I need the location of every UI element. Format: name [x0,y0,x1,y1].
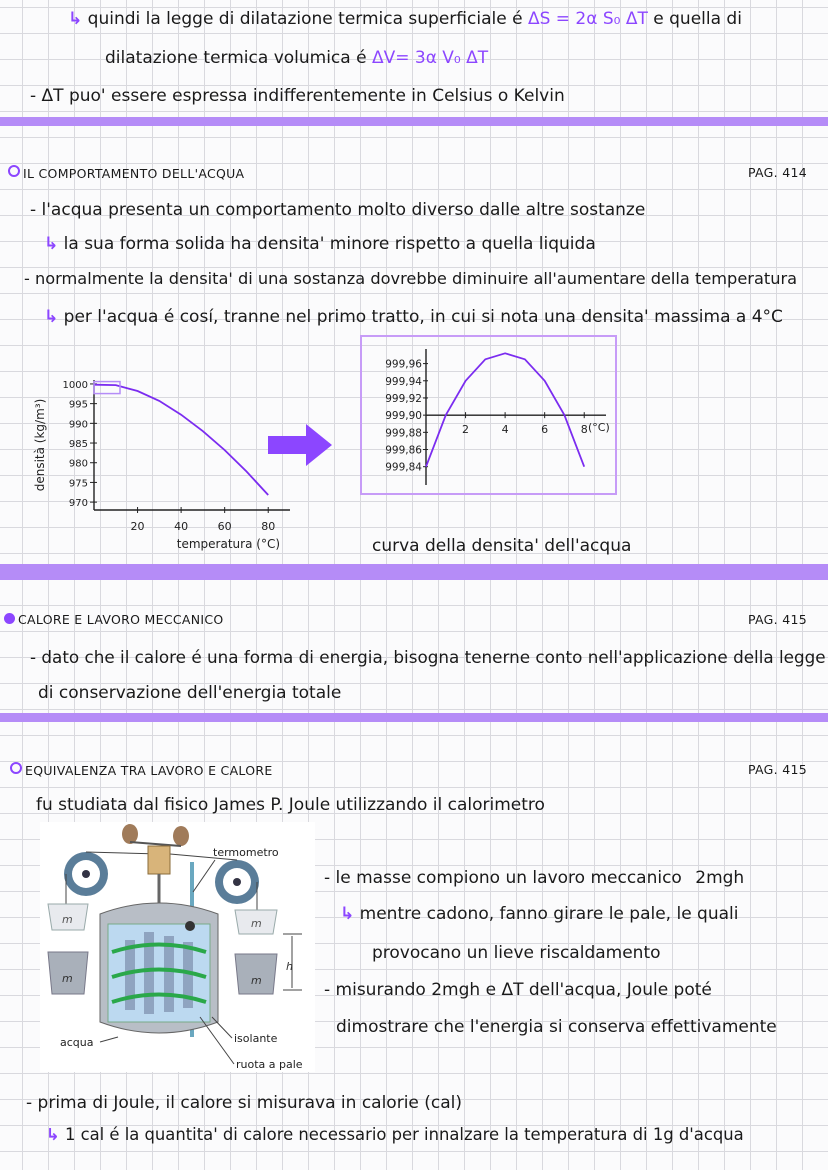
bullet: - l'acqua presenta un comportamento molto diverso dalle altre sostanze [30,200,646,220]
svg-text:m: m [62,972,73,985]
y-tick-label: 999,94 [385,375,422,388]
svg-text:acqua: acqua [60,1036,94,1049]
paragraph-line: - dato che il calore é una forma di energia, bisogna tenerne conto nell'applicazione della legge [30,647,826,667]
arrow-icon: ↳ [44,234,59,254]
y-tick-label: 999,96 [385,358,422,371]
big-arrow-icon [268,422,334,468]
section-title: EQUIVALENZA TRA LAVORO E CALORE [10,762,273,778]
y-tick-label: 985 [68,439,88,451]
x-tick-label: 80 [261,520,276,533]
svg-text:ruota a pale: ruota a pale [236,1058,303,1071]
chart-caption: curva della densita' dell'acqua [372,536,632,556]
arrow-icon: ↳ [340,904,355,924]
x-axis-label: (°C) [588,421,610,435]
svg-text:isolante: isolante [234,1032,278,1045]
page-ref: PAG. 415 [748,762,807,777]
section-title: IL COMPORTAMENTO DELL'ACQUA [8,165,244,181]
bullet-line: dimostrare che l'energia si conserva effettivamente [336,1017,777,1037]
y-tick-label: 999,84 [385,461,422,474]
bullet: - prima di Joule, il calore si misurava in calorie (cal) [26,1093,463,1113]
divider-band [0,564,828,580]
arrow-icon: ↳ [68,9,83,29]
x-tick-label: 4 [501,423,509,437]
sub-bullet: ↳ mentre cadono, fanno girare le pale, le quali [340,904,739,924]
x-tick-label: 2 [462,423,470,437]
y-tick-label: 975 [68,478,88,490]
density-series-curve [426,353,584,466]
sub-bullet-line: provocano un lieve riscaldamento [372,943,661,963]
y-tick-label: 990 [68,419,88,431]
x-tick-label: 60 [217,520,232,533]
svg-text:termometro: termometro [213,846,279,859]
subtitle: fu studiata dal fisico James P. Joule utilizzando il calorimetro [36,795,545,815]
bullet: - normalmente la densita' di una sostanza dovrebbe diminuire all'aumentare della temperatura [24,269,798,288]
bullet-circle-icon [10,762,22,774]
density-series-line [94,385,268,495]
sub-bullet: ↳ 1 cal é la quantita' di calore necessario per innalzare la temperatura di 1g d'acqua [46,1125,744,1144]
svg-text:m: m [251,917,262,930]
zoom-highlight-box [94,382,120,394]
y-tick-label: 999,88 [385,427,422,440]
y-tick-label: 970 [68,498,88,510]
x-tick-label: 40 [174,520,189,533]
zoom-density-chart [360,335,617,495]
y-tick-label: 999,86 [385,444,422,457]
page-ref: PAG. 414 [748,165,807,180]
x-tick-label: 20 [130,520,145,533]
x-tick-label: 6 [541,423,549,437]
sub-bullet: ↳ la sua forma solida ha densita' minore rispetto a quella liquida [44,234,596,254]
arrow-icon: ↳ [46,1125,60,1144]
bullet-circle-icon [8,165,20,177]
y-axis-label: densità (kg/m³) [33,398,47,492]
intro-line-2: dilatazione termica volumica é ΔV= 3α V₀ ΔT [105,48,489,68]
intro-line-1: ↳ quindi la legge di dilatazione termica superficiale é ΔS = 2α S₀ ΔT e quella di [68,9,742,29]
arrow-icon: ↳ [44,307,59,327]
divider-band [0,117,828,126]
y-tick-label: 999,92 [385,392,422,405]
y-tick-label: 980 [68,458,88,470]
svg-text:h: h [286,960,293,973]
paragraph-line: di conservazione dell'energia totale [38,683,342,703]
sub-bullet: ↳ per l'acqua é cosí, tranne nel primo tratto, in cui si nota una densita' massima a 4°C [44,307,783,327]
y-tick-label: 1000 [62,379,88,391]
page-ref: PAG. 415 [748,612,807,627]
svg-text:m: m [62,913,73,926]
svg-text:m: m [251,974,262,987]
bullet-filled-icon [4,613,15,624]
joule-calorimeter-illustration [40,822,315,1072]
intro-line-3: - ΔT puo' essere espressa indifferentemente in Celsius o Kelvin [30,86,565,106]
bullet: - misurando 2mgh e ΔT dell'acqua, Joule poté [324,980,712,1000]
bullet: - le masse compiono un lavoro meccanico 2mgh [324,868,745,888]
section-title: CALORE E LAVORO MECCANICO [4,612,224,627]
divider-band [0,713,828,722]
x-axis-label: temperatura (°C) [176,537,280,551]
y-tick-label: 995 [68,399,88,411]
y-tick-label: 999,90 [385,410,422,423]
x-tick-label: 8 [580,423,588,437]
